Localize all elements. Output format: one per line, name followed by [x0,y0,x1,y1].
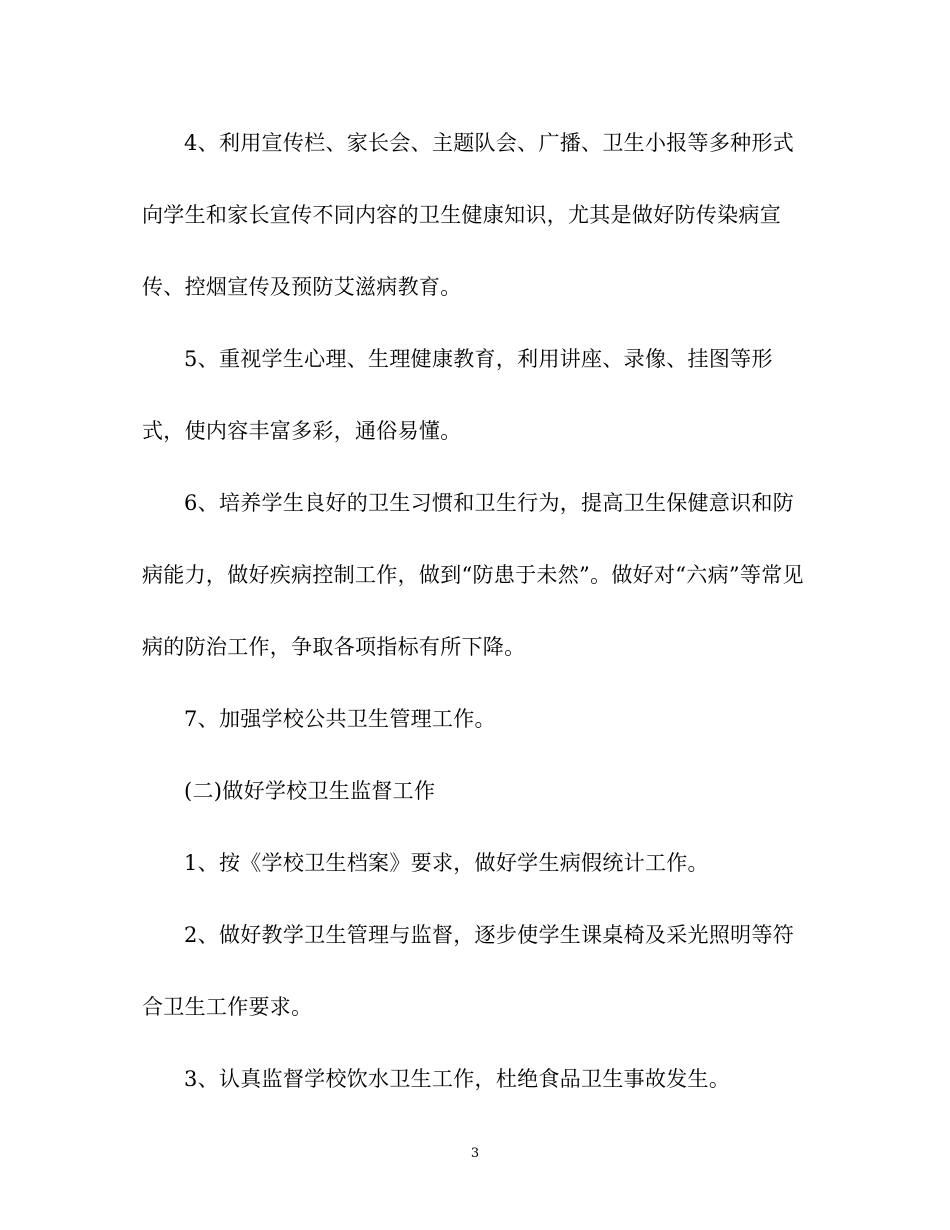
paragraph-line: 合卫生工作要求。 [142,995,313,1019]
paragraph-line: 2、做好教学卫生管理与监督，逐步使学生课桌椅及采光照明等符 [184,923,795,947]
paragraph-line: 式，使内容丰富多彩，通俗易懂。 [142,419,462,443]
paragraph-line: 3、认真监督学校饮水卫生工作，杜绝食品卫生事故发生。 [184,1067,731,1091]
paragraph-line: 7、加强学校公共卫生管理工作。 [184,707,496,731]
paragraph-line: 传、控烟宣传及预防艾滋病教育。 [142,275,462,299]
paragraph-line: 5、重视学生心理、生理健康教育，利用讲座、录像、挂图等形 [184,347,773,371]
paragraph-line: 6、培养学生良好的卫生习惯和卫生行为，提高卫生保健意识和防 [184,491,795,515]
paragraph-line: 向学生和家长宣传不同内容的卫生健康知识，尤其是做好防传染病宣 [142,203,781,227]
page-number: 3 [470,1146,480,1161]
paragraph-line: 4、利用宣传栏、家长会、主题队会、广播、卫生小报等多种形式 [184,131,795,155]
paragraph-line: 1、按《学校卫生档案》要求，做好学生病假统计工作。 [184,851,709,875]
paragraph-line: 病能力，做好疾病控制工作，做到“防患于未然”。做好对“六病”等常见 [142,563,804,587]
section-heading: (二)做好学校卫生监督工作 [184,779,436,803]
paragraph-line: 病的防治工作，争取各项指标有所下降。 [142,635,526,659]
